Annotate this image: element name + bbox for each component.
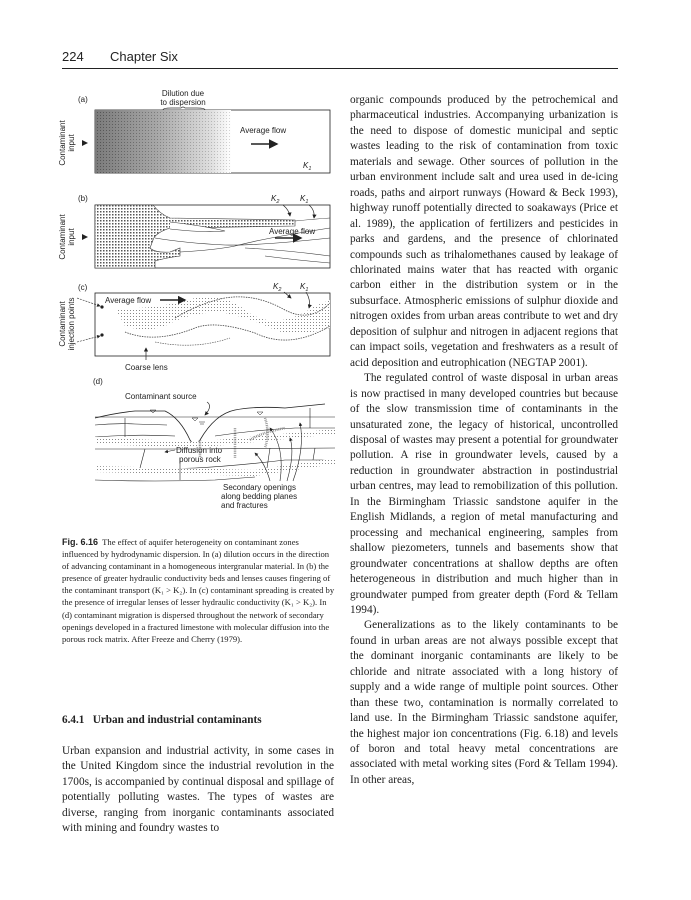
panel-b (58, 194, 330, 268)
page-number: 224 (62, 49, 84, 64)
k1-label-c: $K_1$ (300, 282, 309, 293)
k2-label-c: $K_2$ (273, 282, 282, 293)
page-header (62, 46, 618, 69)
dilution-label-2: to dispersion (160, 98, 206, 107)
dilution-label-1: Dilution due (161, 89, 205, 98)
diffusion-label-1: Diffusion into (176, 446, 223, 455)
paragraph: Urban expansion and industrial activity, in some cases in the United Kingdom since the industrial revolution in the 1700s, is accompanied by continual disposal and spillage of potentially polluting wastes. The types of wastes are diverse, ranging from inorganic contaminants associated with mining and foundry wastes to (62, 745, 334, 835)
panel-c (58, 282, 330, 372)
average-flow-label-a: Average flow (240, 126, 287, 135)
panel-a-label: (a) (78, 95, 88, 104)
paragraph: organic compounds produced by the petrochemical and pharmaceutical industries. Accompanying urbanization is the need to dispose of domestic municipal and septic wastes leading to the risk of contamination from toxic materials and sewage. Other sources of pollution in the urban environment include salt and urea used in de-icing roads, paths and airport runways (Howard & Beck 1993), highway runoff potentially directed to soakaways (Price et al. 1989), the application of fertilizers and pesticides in parks and gardens, and the presence of chlorinated compounds such as trihalomethanes caused by leakage of chlorinated mains water that has reacted with organic carbon either in the distribution system or in the subsurface. Atmospheric emissions of sulphur dioxide and nitrogen oxides from urban areas contribute to wet and dry deposition of sulphur and nitrogen in adjacent regions that can impact soils, vegetation and freshwaters as a result of acid deposition and eutrophication (NEGTAP 2001). (350, 94, 618, 369)
paragraph: The regulated control of waste disposal in urban areas is now practised in many developed countries but because of the slow transmission time of contaminants in the unsaturated zone, the legacy of historical, uncontrolled disposal of wastes may present a potential for groundwater pollution. A rise in groundwater levels, caused by a reduction in groundwater abstraction in postindustrial urban centres, may lead to remobilization of this pollution. In the Birmingham Triassic sandstone aquifer in the English Midlands, a region of metal manufacturing and processing and mechanical engineering, samples from shallow piezometers, tunnels and basements show that groundwater concentrations at shallow depths are often heterogeneous in distribution and much higher than in groundwater pumped from greater depth (Ford & Tellam 1994). (350, 372, 618, 616)
average-flow-label-c: Average flow (105, 296, 152, 305)
openings-label-2: along bedding planes (221, 492, 298, 501)
left-column-body (62, 744, 334, 837)
average-flow-label-b: Average flow (269, 227, 316, 236)
side-label-a-2: input (67, 134, 76, 152)
coarse-lens-label: Coarse lens (125, 363, 168, 372)
panel-d (93, 377, 335, 510)
running-head: Chapter Six (110, 49, 178, 64)
panel-b-label: (b) (78, 194, 88, 203)
figure-caption (62, 536, 337, 645)
openings-label-1: Secondary openings (223, 483, 296, 492)
figure-6-16 (55, 88, 340, 528)
paragraph: Generalizations as to the likely contaminants to be found in urban areas are not always possible except that the dominant inorganic contaminants are likely to be chloride and nitrate associated with a long history of supply and a wide range of multiple point sources. Other than these two, contamination is normally correlated to land use. In the Birmingham Triassic sandstone aquifer, the highest major ion concentrations (Fig. 6.18) and levels of boron and total heavy metal concentrations are associated with metal working sites (Ford & Tellam 1994). In other areas, (350, 619, 618, 786)
side-label-b-2: input (67, 228, 76, 246)
right-column-body (350, 93, 618, 788)
k1-label-a: $K_1$ (303, 161, 312, 172)
panel-c-label: (c) (78, 283, 88, 292)
panel-d-label: (d) (93, 377, 103, 386)
k1-label-b: $K_1$ (300, 194, 309, 205)
caption-text: The effect of aquifer heterogeneity on contaminant zones influenced by hydrodynamic dispersion. In (a) dilution occurs in the direction of advancing contaminant in a homogeneous intergranular material. In (b) the presence of greater hydraulic conductivity beds and lenses causes fingering of the contaminant transport (K₁ > K₂). In (c) contaminant spreading is created by the presence of irregular lenses of lesser hydraulic conductivity (K₁ > K₂). In (d) contaminant migration is dispersed throughout the network of secondary openings developed in a fractured limestone with molecular diffusion into the porous rock matrix. After Freeze and Cherry (1979). (62, 537, 335, 644)
side-label-c-2: injection points (67, 297, 76, 351)
openings-label-3: and fractures (221, 501, 268, 510)
k2-label-b: $K_2$ (271, 194, 280, 205)
input-arrow-icon-a (82, 140, 88, 146)
panel-a (58, 89, 330, 173)
input-arrow-icon-b (82, 234, 88, 240)
side-label-b-1: Contaminant (58, 214, 67, 260)
diffusion-label-2: porous rock (179, 455, 221, 464)
section-heading: 6.4.1 Urban and industrial contaminants (62, 714, 262, 726)
side-label-c-1: Contaminant (58, 301, 67, 347)
side-label-a-1: Contaminant (58, 120, 67, 166)
figure-label: Fig. 6.16 (62, 537, 99, 547)
contaminant-source-label: Contaminant source (125, 392, 197, 401)
